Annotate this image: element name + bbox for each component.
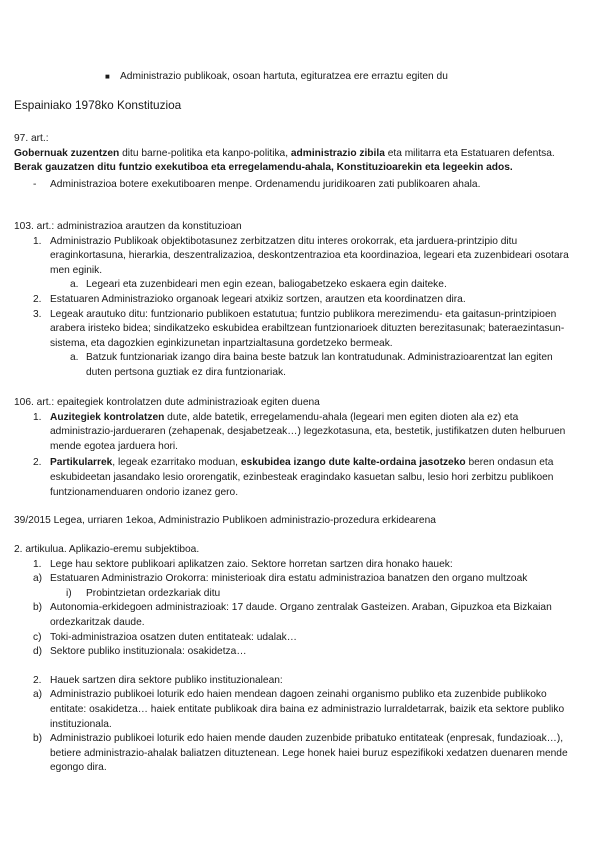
list-letter: a. [70, 279, 79, 291]
art2-item-a: Estatuaren Administrazio Orokorra: ministerioak dira estatu administrazioa banatzen den organo multzoak [50, 573, 528, 585]
list-letter: b) [33, 733, 43, 745]
art103-item-1: Administrazio Publikoak objektibotasunez zerbitzatzen ditu interes orokorrak, eta jarduera-printzipio ditu eraginkortasuna, hierarkia, deszentralizazioa, deskontzentrazioa eta koordinazioa, legeari eta zuzenbideari osotara men eginik. [50, 235, 569, 276]
list-letter: b) [33, 602, 43, 614]
top-bullet [0, 70, 600, 85]
law-title: 39/2015 Legea, urriaren 1ekoa, Administrazio Publikoen administrazio-prozedura erkidearena [14, 515, 436, 526]
article-2 [0, 543, 600, 776]
article-97 [0, 132, 600, 192]
section-heading: Espainiako 1978ko Konstituzioa [14, 98, 182, 112]
art2-item-c: Toki-administrazioa osatzen duten entitateak: udalak… [50, 631, 297, 643]
top-bullet-text: Administrazio publikoak, osoan hartuta, egituratzea ere erraztu egiten du [120, 71, 448, 82]
art103-item-2: Estatuaren Administrazioko organoak legeari atxikiz sortzen, arautzen eta koordinatzen dira. [50, 293, 466, 305]
list-number: 3. [33, 308, 42, 320]
list-letter: a) [33, 573, 43, 585]
art2-section-1: Lege hau sektore publikoari aplikatzen zaio. Sektore horretan sartzen dira honako hauek: [50, 558, 453, 570]
art106-item-2-bold-1: Partikularrek [50, 457, 113, 469]
art2-item-a-i: Probintzietan ordezkariak ditu [86, 587, 221, 599]
art103-item-3: Legeak arautuko ditu: funtzionario publikoen estatutua; funtzio publikora merezimendu- eta gaitasun-printzipioen arabera iristeko bidea; sindikatzeko eskubidea erabiltzean funtzionarioek dituzten berezitasunak; bateraezintasun-sistema, eta dagozkien eginkizunetan inpartzialtasuna gordetzeko bermeak. [50, 308, 565, 349]
art2-item-2b: Administrazio publikoei loturik edo haien mende dauden zuzenbide pribatuko entitateak (enpresak, fundazioak…), betiere administrazio-ahalak baliatzen dituztenean. Lege honek haiei buruz espezifikoki xedatzen duenaren mende egongo dira. [50, 733, 568, 774]
art106-title: 106. art.: epaitegiek kontrolatzen dute administrazioak egiten duena [14, 397, 320, 408]
art106-item-1-bold: Auzitegiek kontrolatzen [50, 411, 165, 423]
list-letter: a) [33, 689, 43, 701]
art106-item-1-text: dute, alde batetik, erregelamendu-ahala (legeari men egiten dioten ala ez) eta administrazio-jardueraren (zehapenak, desjabetzeak…) legezkotasuna, eta, bestetik, justifikatzen duten helburuen mende egotea jarduera hori. [50, 411, 566, 452]
list-letter: c) [33, 631, 42, 643]
list-number: 2. [33, 457, 42, 469]
square-bullet-icon: ■ [105, 72, 110, 81]
art97-bold-2: administrazio zibila [290, 147, 385, 159]
art106-item-2-bold-2: eskubidea izango dute kalte-ordaina jasotzeko [240, 457, 466, 469]
art97-dash-item: Administrazioa botere exekutiboaren menpe. Ordenamendu juridikoaren zati publikoaren ahala. [50, 178, 481, 190]
art106-item-2 [50, 456, 578, 500]
list-number: 2. [33, 674, 42, 686]
art2-item-2a: Administrazio publikoei loturik edo haien mendean dagoen zeinahi organismo publiko eta zuzenbide publikoko entitate: osakidetza… haiek entitate publikoak dira baina ez administrazio lurraldetarrak, baizik eta sektore publiko instituzionala. [50, 689, 565, 730]
art103-title: 103. art.: administrazioa arautzen da konstituzioan [14, 221, 242, 232]
art2-item-d: Sektore publiko instituzionala: osakidetza… [50, 646, 247, 658]
art106-item-2-text-1: , legeak ezarritako moduan, [112, 457, 241, 469]
list-letter: a. [70, 352, 79, 364]
dash-marker: - [33, 178, 37, 190]
list-letter: d) [33, 646, 43, 658]
list-number: 1. [33, 411, 42, 423]
art103-item-1a: Legeari eta zuzenbideari men egin ezean, baliogabetzeko eskaera egin daiteke. [86, 279, 447, 291]
art97-bold-3: Berak gauzatzen ditu funtzio exekutiboa eta erregelamendu-ahala, Konstituzioarekin eta legeekin ados. [14, 162, 513, 174]
list-number: 1. [33, 235, 42, 247]
art97-text-1: ditu barne-politika eta kanpo-politika, [119, 147, 291, 159]
article-106 [0, 396, 600, 500]
list-number: 2. [33, 293, 42, 305]
list-number: 1. [33, 558, 42, 570]
art2-section-2: Hauek sartzen dira sektore publiko instituzionalean: [50, 674, 283, 686]
art97-bold-1: Gobernuak zuzentzen [14, 147, 120, 159]
art97-paragraph [14, 147, 584, 176]
art97-text-2: eta militarra eta Estatuaren defentsa. [384, 147, 555, 159]
art2-item-b: Autonomia-erkidegoen administrazioak: 17 daude. Organo zentralak Gasteizen. Araban, Gipuzkoa eta Bizkaian ordezkaritzak daude. [50, 602, 552, 628]
article-103 [0, 220, 600, 381]
art2-title: 2. artikulua. Aplikazio-eremu subjektiboa. [14, 544, 200, 555]
art97-title: 97. art.: [14, 133, 49, 144]
art103-item-3a: Batzuk funtzionariak izango dira baina beste batzuk lan kontratudunak. Administrazioarentzat lan egiten duten pertsona guztiak ez dira funtzionariak. [86, 352, 553, 378]
art106-item-2-text-2: beren ondasun eta eskubideetan jasandako lesio ororengatik, ezinbesteak eragindako kasuetan salbu, lesio hori zerbitzu publikoen funtzionamenduaren ondorio izanez gero. [50, 457, 554, 498]
list-roman: i) [66, 587, 72, 599]
art106-item-1 [50, 411, 578, 455]
